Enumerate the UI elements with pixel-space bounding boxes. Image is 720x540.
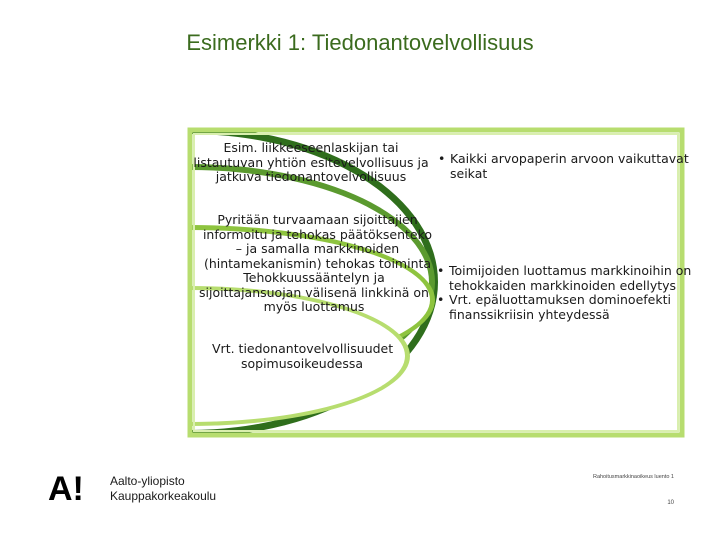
- ring3-text: Tehokkuussääntelyn ja sijoittajansuojan välisenä linkkinä on myös luottamus: [199, 270, 429, 314]
- ring1-bullets: [438, 152, 689, 181]
- aalto-logo: [48, 470, 104, 504]
- bullet-item: • Vrt. epäluottamuksen dominoefekti finanssikriisin yhteydessä: [437, 293, 691, 322]
- org-line2: Kauppakorkeakoulu: [110, 489, 217, 503]
- ring3-bullets: [437, 264, 691, 322]
- ring4-text: Vrt. tiedonantovelvollisuudet sopimusoikeudessa: [212, 341, 394, 371]
- org-name: [110, 474, 216, 504]
- org-line1: Aalto-yliopisto: [110, 474, 185, 488]
- logo-mark: A!: [48, 470, 84, 504]
- bullet-item: • Toimijoiden luottamus markkinoihin on tehokkaiden markkinoiden edellytys: [437, 264, 691, 293]
- bullet-item: • Kaikki arvopaperin arvoon vaikuttavat seikat: [438, 152, 689, 181]
- ring2-text: Pyritään turvaamaan sijoittajien informoitu ja tehokas päätöksenteko – ja samalla markkinoiden (hintamekanismin) tehokas toiminta: [202, 212, 433, 271]
- footer-course: Rahoitusmarkkinaoikeus luento 1: [592, 474, 674, 480]
- page-number: 10: [667, 500, 674, 506]
- ring1-text: Esim. liikkeeseenlaskijan tai listautuvan yhtiön esitevelvollisuus ja jatkuva tiedonantovelvollisuus: [193, 140, 429, 184]
- slide-title: Esimerkki 1: Tiedonantovelvollisuus: [186, 30, 534, 55]
